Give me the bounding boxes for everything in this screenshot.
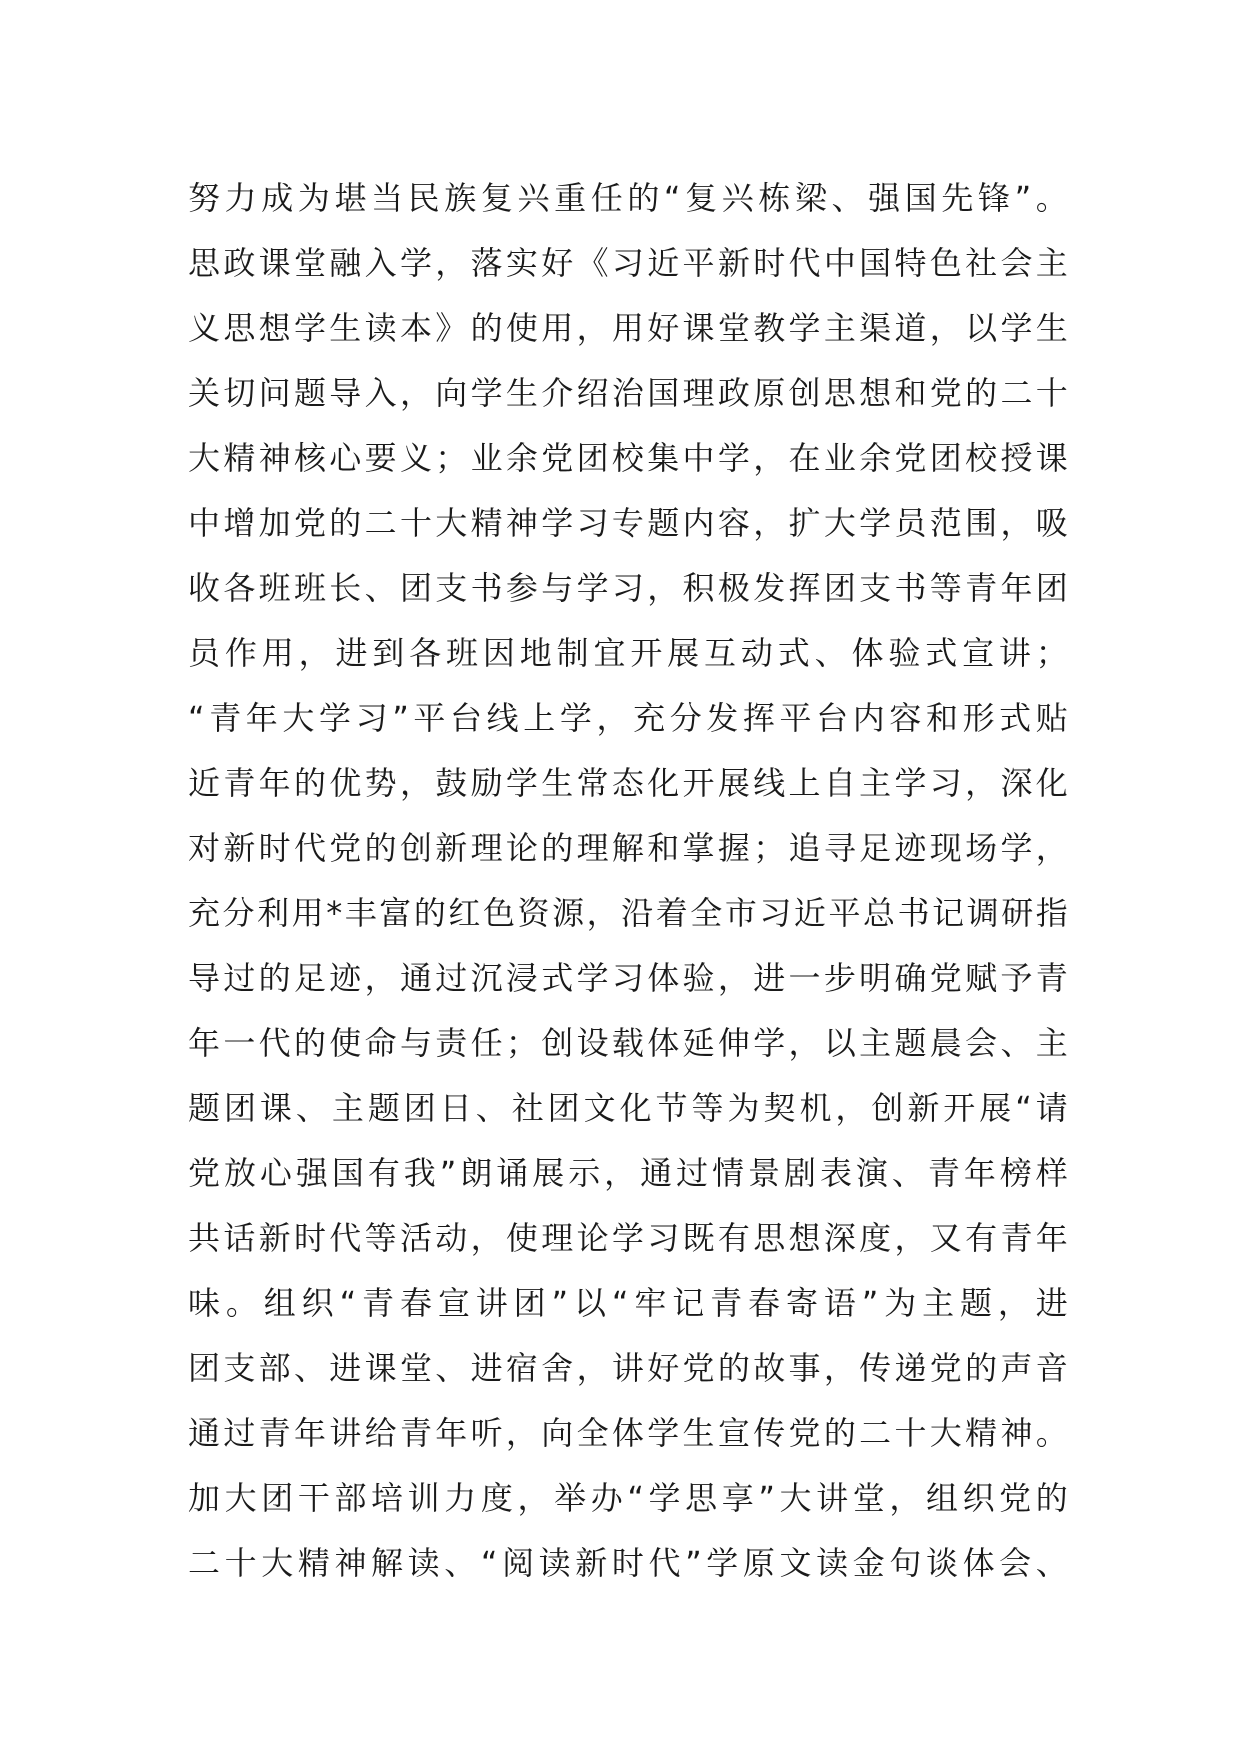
text-line: 关切问题导入，向学生介绍治国理政原创思想和党的二十 xyxy=(188,374,1068,412)
text-line: 加大团干部培训力度，举办“学思享”大讲堂，组织党的 xyxy=(188,1479,1068,1517)
text-line: 努力成为堪当民族复兴重任的“复兴栋梁、强国先锋”。 xyxy=(188,179,1068,217)
text-line: 思政课堂融入学，落实好《习近平新时代中国特色社会主 xyxy=(188,244,1068,282)
text-line: 收各班班长、团支书参与学习，积极发挥团支书等青年团 xyxy=(188,569,1068,607)
text-line: 充分利用*丰富的红色资源，沿着全市习近平总书记调研指 xyxy=(188,894,1068,932)
text-line: 导过的足迹，通过沉浸式学习体验，进一步明确党赋予青 xyxy=(188,959,1068,997)
text-line: “青年大学习”平台线上学，充分发挥平台内容和形式贴 xyxy=(188,699,1068,737)
body-text xyxy=(188,166,1068,1596)
text-line: 义思想学生读本》的使用，用好课堂教学主渠道，以学生 xyxy=(188,309,1068,347)
text-line: 年一代的使命与责任；创设载体延伸学，以主题晨会、主 xyxy=(188,1024,1068,1062)
text-line: 二十大精神解读、“阅读新时代”学原文读金句谈体会、 xyxy=(188,1544,1068,1582)
text-line: 通过青年讲给青年听，向全体学生宣传党的二十大精神。 xyxy=(188,1414,1068,1452)
text-line: 党放心强国有我”朗诵展示，通过情景剧表演、青年榜样 xyxy=(188,1154,1068,1192)
text-line: 味。组织“青春宣讲团”以“牢记青春寄语”为主题，进 xyxy=(188,1284,1068,1322)
text-line: 对新时代党的创新理论的理解和掌握；追寻足迹现场学， xyxy=(188,829,1068,867)
text-line: 共话新时代等活动，使理论学习既有思想深度，又有青年 xyxy=(188,1219,1068,1257)
text-line: 大精神核心要义；业余党团校集中学，在业余党团校授课 xyxy=(188,439,1068,477)
text-line: 员作用，进到各班因地制宜开展互动式、体验式宣讲； xyxy=(188,634,1068,672)
text-line: 题团课、主题团日、社团文化节等为契机，创新开展“请 xyxy=(188,1089,1068,1127)
text-line: 团支部、进课堂、进宿舍，讲好党的故事，传递党的声音 xyxy=(188,1349,1068,1387)
text-line: 中增加党的二十大精神学习专题内容，扩大学员范围，吸 xyxy=(188,504,1068,542)
text-line: 近青年的优势，鼓励学生常态化开展线上自主学习，深化 xyxy=(188,764,1068,802)
